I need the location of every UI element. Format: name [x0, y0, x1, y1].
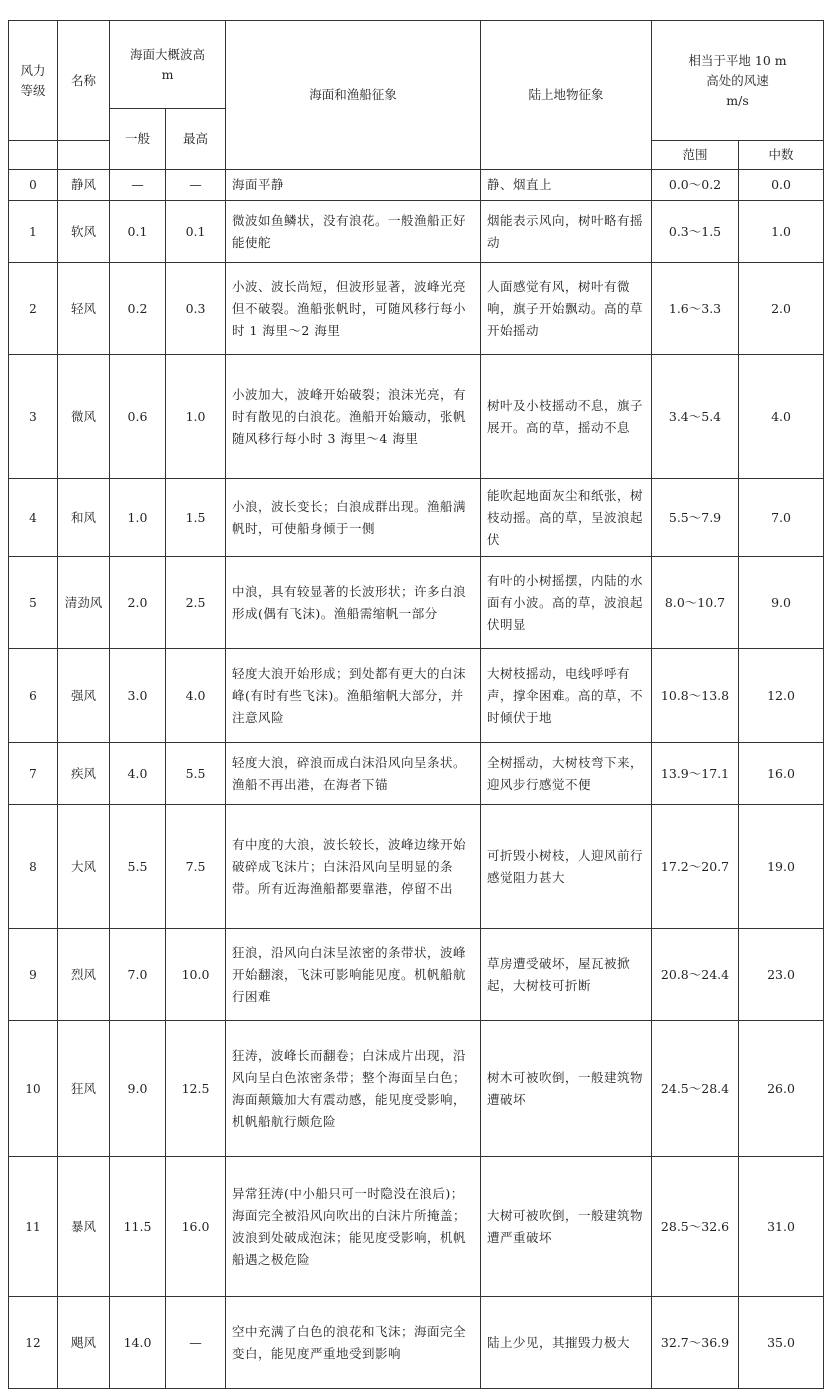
cell-sea-signs: 空中充满了白色的浪花和飞沫；海面完全变白，能见度严重地受到影响 [226, 1297, 481, 1389]
cell-wave-general: 3.0 [110, 649, 166, 743]
cell-sea-signs: 狂涛，波峰长而翻卷；白沫成片出现，沿风向呈白色浓密条带；整个海面呈白色；海面颠簸加大有震动感，能见度受影响，机帆船航行颇危险 [226, 1021, 481, 1157]
table-row [9, 355, 824, 479]
cell-sea-signs: 轻度大浪，碎浪而成白沫沿风向呈条状。渔船不再出港，在海者下锚 [226, 743, 481, 805]
cell-land-signs: 全树摇动，大树枝弯下来，迎风步行感觉不便 [481, 743, 652, 805]
cell-land-signs: 有叶的小树摇摆，内陆的水面有小波。高的草，波浪起伏明显 [481, 557, 652, 649]
table-row [9, 1297, 824, 1389]
cell-wave-general: 0.2 [110, 263, 166, 355]
cell-wave-max: 1.0 [166, 355, 226, 479]
table-row [9, 1021, 824, 1157]
header-name: 名称 [58, 21, 110, 141]
cell-land-signs: 大树枝摇动，电线呼呼有声，撑伞困难。高的草，不时倾伏于地 [481, 649, 652, 743]
cell-level: 1 [9, 201, 58, 263]
cell-level: 6 [9, 649, 58, 743]
cell-speed-median: 35.0 [739, 1297, 824, 1389]
cell-sea-signs: 小波、波长尚短，但波形显著，波峰光亮但不破裂。渔船张帆时，可随风移行每小时 1 海里～2 海里 [226, 263, 481, 355]
cell-wave-max: 0.1 [166, 201, 226, 263]
cell-name: 大风 [58, 805, 110, 929]
header-speed-range: 范围 [652, 141, 739, 170]
cell-wave-general: 9.0 [110, 1021, 166, 1157]
cell-sea-signs: 轻度大浪开始形成；到处都有更大的白沫峰(有时有些飞沫)。渔船缩帆大部分，并注意风险 [226, 649, 481, 743]
table-row [9, 649, 824, 743]
header-name-bottom [58, 141, 110, 170]
header-wind-speed: 相当于平地 10 m 高处的风速 m/s [652, 21, 824, 141]
cell-wave-max: 0.3 [166, 263, 226, 355]
cell-wave-max: 2.5 [166, 557, 226, 649]
cell-sea-signs: 微波如鱼鳞状，没有浪花。一般渔船正好能使舵 [226, 201, 481, 263]
cell-sea-signs: 异常狂涛(中小船只可一时隐没在浪后)；海面完全被沿风向吹出的白沫片所掩盖；波浪到处破成泡沫；能见度受影响，机帆船遇之极危险 [226, 1157, 481, 1297]
cell-name: 暴风 [58, 1157, 110, 1297]
beaufort-scale-table [8, 20, 824, 1389]
cell-wave-general: 4.0 [110, 743, 166, 805]
table-row [9, 805, 824, 929]
cell-wave-max: — [166, 1297, 226, 1389]
cell-speed-median: 7.0 [739, 479, 824, 557]
cell-wave-max: 5.5 [166, 743, 226, 805]
table-row [9, 263, 824, 355]
table-row [9, 557, 824, 649]
cell-sea-signs: 狂浪，沿风向白沫呈浓密的条带状，波峰开始翻滚，飞沫可影响能见度。机帆船航行困难 [226, 929, 481, 1021]
table-row [9, 201, 824, 263]
cell-wave-general: 5.5 [110, 805, 166, 929]
cell-land-signs: 可折毁小树枝，人迎风前行感觉阻力甚大 [481, 805, 652, 929]
header-level-bottom [9, 141, 58, 170]
cell-wave-max: — [166, 170, 226, 201]
cell-name: 烈风 [58, 929, 110, 1021]
cell-speed-range: 24.5～28.4 [652, 1021, 739, 1157]
cell-land-signs: 大树可被吹倒，一般建筑物遭严重破坏 [481, 1157, 652, 1297]
cell-land-signs: 陆上少见，其摧毁力极大 [481, 1297, 652, 1389]
cell-level: 11 [9, 1157, 58, 1297]
cell-wave-general: 2.0 [110, 557, 166, 649]
cell-land-signs: 树木可被吹倒，一般建筑物遭破坏 [481, 1021, 652, 1157]
cell-speed-median: 1.0 [739, 201, 824, 263]
cell-level: 2 [9, 263, 58, 355]
cell-speed-range: 17.2～20.7 [652, 805, 739, 929]
cell-wave-max: 12.5 [166, 1021, 226, 1157]
table-row [9, 743, 824, 805]
cell-wave-general: 1.0 [110, 479, 166, 557]
cell-speed-range: 28.5～32.6 [652, 1157, 739, 1297]
cell-land-signs: 静、烟直上 [481, 170, 652, 201]
cell-name: 狂风 [58, 1021, 110, 1157]
cell-name: 和风 [58, 479, 110, 557]
cell-speed-range: 3.4～5.4 [652, 355, 739, 479]
cell-name: 轻风 [58, 263, 110, 355]
header-level: 风力 等级 [9, 21, 58, 141]
cell-land-signs: 草房遭受破坏，屋瓦被掀起，大树枝可折断 [481, 929, 652, 1021]
header-land-signs: 陆上地物征象 [481, 21, 652, 170]
cell-speed-range: 0.0～0.2 [652, 170, 739, 201]
cell-speed-range: 20.8～24.4 [652, 929, 739, 1021]
cell-level: 9 [9, 929, 58, 1021]
cell-speed-median: 16.0 [739, 743, 824, 805]
cell-name: 软风 [58, 201, 110, 263]
cell-speed-median: 19.0 [739, 805, 824, 929]
cell-level: 3 [9, 355, 58, 479]
cell-name: 微风 [58, 355, 110, 479]
table-row [9, 1157, 824, 1297]
cell-speed-range: 0.3～1.5 [652, 201, 739, 263]
header-wave-height: 海面大概波高 m [110, 21, 226, 109]
cell-wave-max: 4.0 [166, 649, 226, 743]
header-speed-median: 中数 [739, 141, 824, 170]
table-row [9, 170, 824, 201]
cell-land-signs: 树叶及小枝摇动不息，旗子展开。高的草，摇动不息 [481, 355, 652, 479]
cell-name: 疾风 [58, 743, 110, 805]
cell-name: 清劲风 [58, 557, 110, 649]
cell-speed-median: 4.0 [739, 355, 824, 479]
cell-speed-median: 12.0 [739, 649, 824, 743]
cell-speed-median: 2.0 [739, 263, 824, 355]
cell-level: 8 [9, 805, 58, 929]
header-wave-general: 一般 [110, 109, 166, 170]
cell-speed-range: 1.6～3.3 [652, 263, 739, 355]
cell-speed-median: 31.0 [739, 1157, 824, 1297]
cell-land-signs: 人面感觉有风，树叶有微响，旗子开始飘动。高的草开始摇动 [481, 263, 652, 355]
cell-speed-median: 26.0 [739, 1021, 824, 1157]
cell-speed-range: 13.9～17.1 [652, 743, 739, 805]
cell-level: 7 [9, 743, 58, 805]
cell-speed-median: 23.0 [739, 929, 824, 1021]
header-wave-max: 最高 [166, 109, 226, 170]
cell-name: 飓风 [58, 1297, 110, 1389]
cell-level: 5 [9, 557, 58, 649]
table-row [9, 479, 824, 557]
cell-level: 0 [9, 170, 58, 201]
cell-wave-max: 7.5 [166, 805, 226, 929]
cell-land-signs: 烟能表示风向，树叶略有摇动 [481, 201, 652, 263]
cell-name: 静风 [58, 170, 110, 201]
cell-wave-general: 7.0 [110, 929, 166, 1021]
cell-wave-max: 16.0 [166, 1157, 226, 1297]
cell-wave-max: 10.0 [166, 929, 226, 1021]
cell-land-signs: 能吹起地面灰尘和纸张，树枝动摇。高的草，呈波浪起伏 [481, 479, 652, 557]
cell-wave-max: 1.5 [166, 479, 226, 557]
cell-wave-general: 14.0 [110, 1297, 166, 1389]
cell-wave-general: 0.6 [110, 355, 166, 479]
table-row [9, 929, 824, 1021]
cell-level: 10 [9, 1021, 58, 1157]
cell-level: 4 [9, 479, 58, 557]
header-sea-signs: 海面和渔船征象 [226, 21, 481, 170]
cell-speed-median: 0.0 [739, 170, 824, 201]
cell-speed-range: 8.0～10.7 [652, 557, 739, 649]
cell-speed-range: 5.5～7.9 [652, 479, 739, 557]
cell-sea-signs: 小波加大，波峰开始破裂；浪沫光亮，有时有散见的白浪花。渔船开始簸动，张帆随风移行每小时 3 海里～4 海里 [226, 355, 481, 479]
cell-speed-median: 9.0 [739, 557, 824, 649]
cell-sea-signs: 海面平静 [226, 170, 481, 201]
cell-level: 12 [9, 1297, 58, 1389]
cell-name: 强风 [58, 649, 110, 743]
cell-sea-signs: 中浪，具有较显著的长波形状；许多白浪形成(偶有飞沫)。渔船需缩帆一部分 [226, 557, 481, 649]
cell-sea-signs: 小浪，波长变长；白浪成群出现。渔船满帆时，可使船身倾于一侧 [226, 479, 481, 557]
cell-speed-range: 10.8～13.8 [652, 649, 739, 743]
cell-speed-range: 32.7～36.9 [652, 1297, 739, 1389]
cell-wave-general: 0.1 [110, 201, 166, 263]
cell-wave-general: 11.5 [110, 1157, 166, 1297]
cell-wave-general: — [110, 170, 166, 201]
cell-sea-signs: 有中度的大浪，波长较长，波峰边缘开始破碎成飞沫片；白沫沿风向呈明显的条带。所有近海渔船都要靠港，停留不出 [226, 805, 481, 929]
